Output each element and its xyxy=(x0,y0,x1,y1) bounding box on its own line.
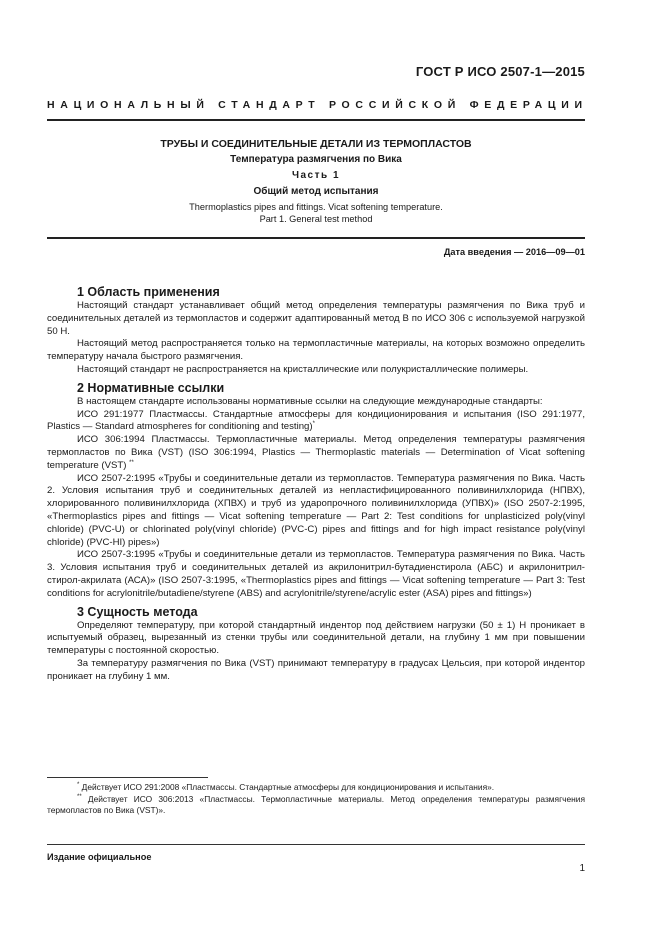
document-method: Общий метод испытания xyxy=(253,186,379,197)
section-heading-method: 3 Сущность метода xyxy=(77,604,198,619)
footnotes xyxy=(47,782,585,817)
section-heading-references: 2 Нормативные ссылки xyxy=(77,380,225,395)
footer-divider xyxy=(47,844,585,845)
reference-iso-291 xyxy=(47,409,585,435)
footnote-text: Действует ИСО 306:2013 «Пластмассы. Термопластичные материалы. Метод определения температуры размягчения термопластов по Вика (VST)». xyxy=(47,793,586,815)
reference-text: ИСО 306:1994 Пластмассы. Термопластичные материалы. Метод определения температуры размягчения термопластов по Вика (VST) (ISO 306:1994, Plastics — Thermoplastic materials — Determination of Vicat softening temperature (VST) xyxy=(47,434,585,471)
footnote-mark: * xyxy=(312,421,315,428)
paragraph: Настоящий стандарт не распространяется на кристаллические или полукристаллические полимеры. xyxy=(77,363,529,375)
footnote-mark: ** xyxy=(77,793,82,800)
english-title-line2: Part 1. General test method xyxy=(259,214,373,224)
document-part: Часть 1 xyxy=(291,170,341,181)
introduction-date: Дата введения — 2016—09—01 xyxy=(443,247,585,257)
paragraph: Определяют температуру, при которой стандартный индентор под действием нагрузки (50 ± 1) Н проникает в испытуемый образец, вырезанный из стенки трубы или соединительной детали, на глубину 1 мм при повышении температуры с постоянной скоростью. xyxy=(47,619,585,657)
footnote-2 xyxy=(47,794,585,817)
document-body xyxy=(47,284,585,684)
section-heading-scope: 1 Область применения xyxy=(77,285,220,299)
reference-iso-2507-2: ИСО 2507-2:1995 «Трубы и соединительные детали из термопластов. Температура размягчения по Вика. Часть 2. Условия испытания труб и соединительных деталей из непластифицированного поливинилхлорида (НПВХ), хлорированного поливинилхлорида (ХПВХ) и труб из ударопрочного поливинилхлорида (УПВХ)» (ISO 2507-2:1995, «Thermoplastics pipes and fittings — Vicat softening temperature — Part 2: Test conditions for unplasticized poly(vinyl chloride) (PVC-U) or chlorinated poly(vinyl chloride) (PVC-C) pipes and fittings and for high impact resistance poly(vinyl chloride) (PVC-HI) pipes») xyxy=(47,472,585,548)
edition-label: Издание официальное xyxy=(47,852,152,862)
reference-iso-306 xyxy=(47,434,585,472)
title-block xyxy=(47,137,585,225)
standard-code: ГОСТ Р ИСО 2507-1—2015 xyxy=(415,64,585,79)
document-subtitle: Температура размягчения по Вика xyxy=(230,154,402,165)
footnote-mark: * xyxy=(77,782,80,789)
footnote-mark: ** xyxy=(129,459,134,466)
footnote-1 xyxy=(47,782,585,794)
reference-text: ИСО 291:1977 Пластмассы. Стандартные атмосферы для кондиционирования и испытания (ISO 291:1977, Plastics — Standard atmospheres for conditioning and testing) xyxy=(47,408,585,433)
footnote-text: Действует ИСО 291:2008 «Пластмассы. Стандартные атмосферы для кондиционирования и испытания». xyxy=(81,782,495,792)
paragraph: За температуру размягчения по Вика (VST) принимают температуру в градусах Цельсия, при которой индентор проникает на глубину 1 мм. xyxy=(47,657,585,682)
page-number: 1 xyxy=(579,863,585,874)
national-standard-banner: НАЦИОНАЛЬНЫЙ СТАНДАРТ РОССИЙСКОЙ ФЕДЕРАЦИИ xyxy=(47,99,588,111)
paragraph: Настоящий стандарт устанавливает общий метод определения температуры размягчения по Вика труб и соединительных деталей из термопластов и содержит адаптированный метод В по ИСО 306 с используемой нагрузкой 50 Н. xyxy=(47,300,585,337)
footnote-divider xyxy=(47,777,208,778)
top-divider xyxy=(47,119,585,121)
reference-iso-2507-3: ИСО 2507-3:1995 «Трубы и соединительные детали из термопластов. Температура размягчения по Вика. Часть 3. Условия испытания труб и соединительных деталей из акрилонитрил-бутадиенстирола (АБС) и акрилонитрил-стирол-акрилата (АСА)» (ISO 2507-3:1995, «Thermoplastics pipes and fittings — Vicat softening temperature — Part 3: Test conditions for acrylonitrile/butadiene/styrene (ABS) and acrylonitrile/styrene/acrylic ester (ASA) pipes and fittings») xyxy=(47,549,585,599)
paragraph: В настоящем стандарте использованы нормативные ссылки на следующие международные стандарты: xyxy=(77,395,543,407)
paragraph: Настоящий метод распространяется только на термопластичные материалы, на которых возможно определить температуру начала быстрого размягчения. xyxy=(47,338,585,363)
english-title-line1: Thermoplastics pipes and fittings. Vicat softening temperature. xyxy=(189,202,443,212)
document-title: ТРУБЫ И СОЕДИНИТЕЛЬНЫЕ ДЕТАЛИ ИЗ ТЕРМОПЛАСТОВ xyxy=(160,138,472,150)
title-divider xyxy=(47,237,585,239)
